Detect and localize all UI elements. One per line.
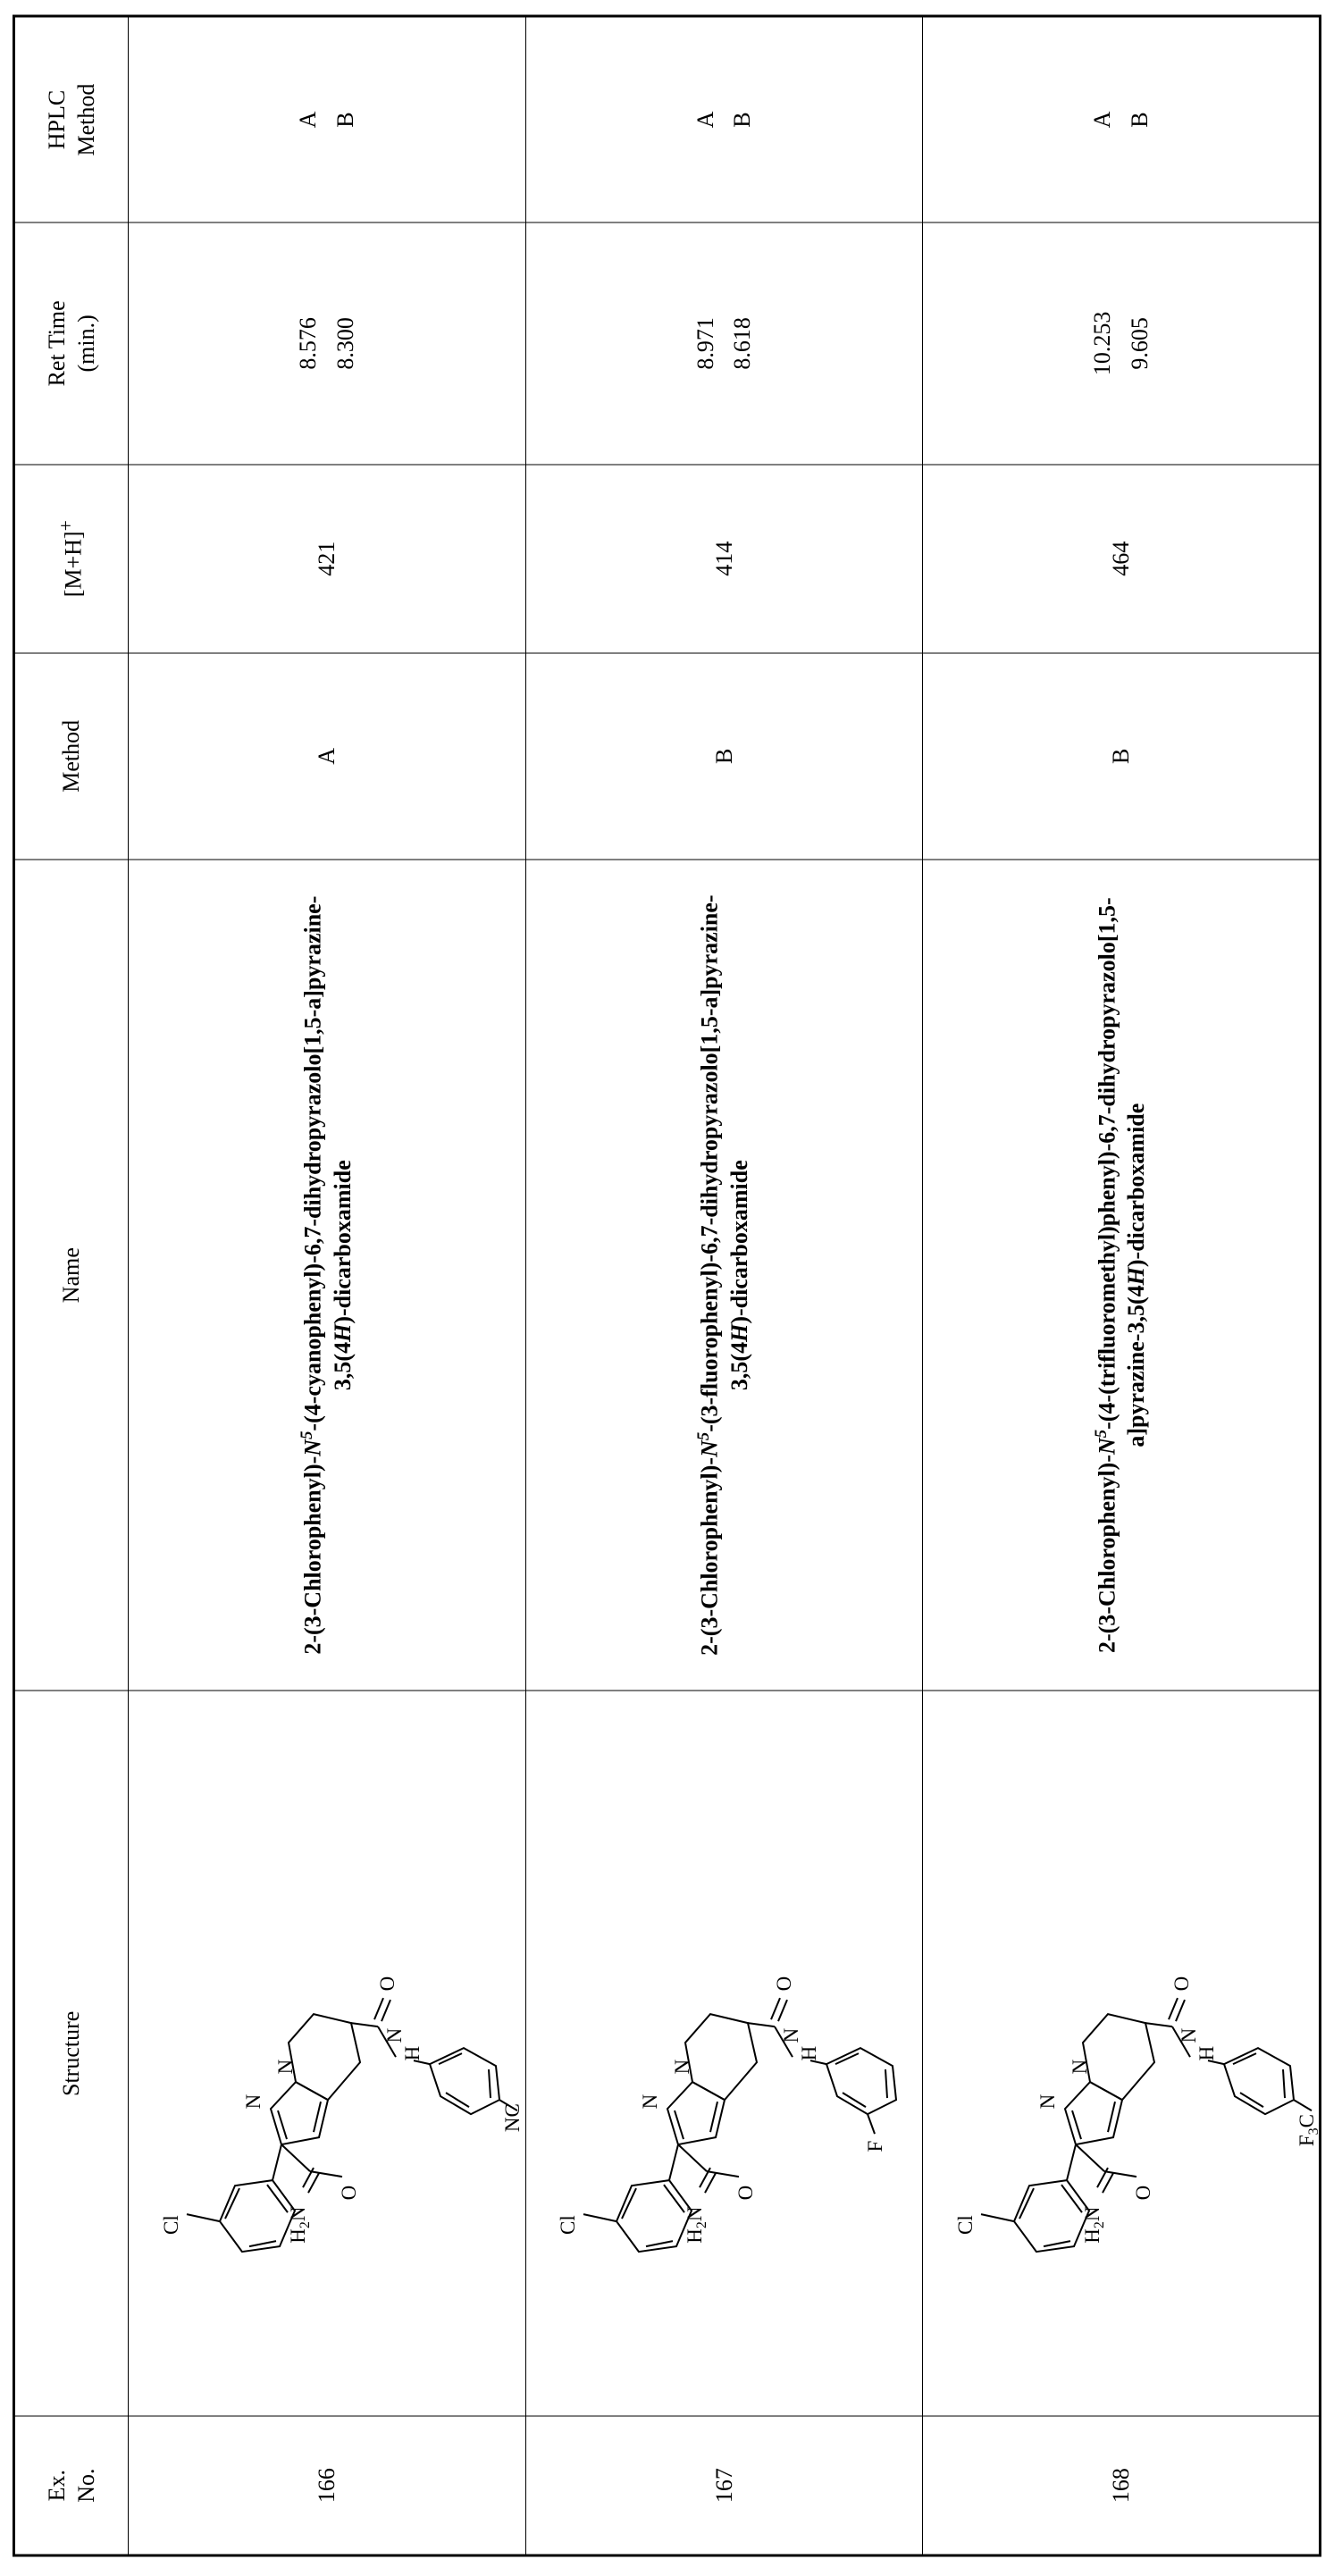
- hplc-method-value: A: [692, 111, 718, 128]
- header-ret-line2: (min.): [73, 314, 99, 372]
- label-n-pyrazole-2: N: [1068, 2059, 1091, 2075]
- name-italic-h: H: [1123, 1266, 1150, 1285]
- cell-name: [129, 859, 526, 1691]
- name-part-3: )-dicarboxamide: [329, 1159, 356, 1324]
- cell-method: A: [129, 652, 526, 859]
- name-part-3: )-dicarboxamide: [1123, 1103, 1150, 1267]
- header-row: [14, 16, 129, 2555]
- label-h-urea: H: [400, 2045, 424, 2061]
- header-mh-sup: +: [55, 519, 78, 531]
- name-italic-h: H: [726, 1323, 753, 1342]
- cell-ex-no: 168: [923, 2416, 1321, 2555]
- label-h2n: $H_2N$: [684, 2206, 710, 2244]
- label-cl: Cl: [159, 2214, 182, 2235]
- hplc-method-value: B: [729, 111, 756, 128]
- table-header: [14, 16, 129, 2555]
- name-part-1: 2-(3-Chlorophenyl)-: [299, 1456, 326, 1655]
- cell-name: [525, 859, 923, 1691]
- cell-mh: 464: [923, 464, 1321, 652]
- label-n-urea: N: [780, 2027, 803, 2043]
- cell-ret-time: [129, 222, 526, 465]
- hplc-method-value: B: [1126, 111, 1153, 128]
- ret-time-value: 9.605: [1126, 316, 1153, 370]
- label-o-urea: O: [773, 1976, 796, 1992]
- chemical-structure-diagram: [135, 1696, 524, 2410]
- hplc-method-value: A: [295, 111, 322, 128]
- table-row: [923, 16, 1321, 2555]
- name-part-2: -(3-fluorophenyl)-6,7-dihydropyrazolo[1,5-a]pyrazine-3,5(4: [697, 894, 753, 1432]
- label-h-urea: H: [1195, 2045, 1218, 2061]
- header-mh-base: [M+H]: [60, 530, 87, 597]
- label-o-amide: O: [337, 2185, 360, 2201]
- cell-ret-time: [525, 222, 923, 465]
- header-name: Name: [14, 859, 129, 1691]
- label-o-amide: O: [734, 2185, 758, 2201]
- cell-ex-no: 167: [525, 2416, 923, 2555]
- header-structure: Structure: [14, 1691, 129, 2416]
- label-n-pyrazole-2: N: [273, 2059, 297, 2075]
- header-ret-line1: Ret Time: [43, 299, 70, 386]
- label-cl: Cl: [953, 2214, 977, 2235]
- cell-ex-no: 166: [129, 2416, 526, 2555]
- ret-time-value: 8.576: [295, 316, 322, 370]
- header-ex-no: [14, 2416, 129, 2555]
- label-substituent: $F_3C$: [1295, 2113, 1321, 2146]
- cell-mh: 421: [129, 464, 526, 652]
- name-part-2: -(4-cyanophenyl)-6,7-dihydropyrazolo[1,5-a]pyrazine-3,5(4: [299, 895, 356, 1431]
- cell-hplc-method: [129, 16, 526, 222]
- name-superscript-5: 5: [694, 1431, 714, 1440]
- label-n-urea: N: [382, 2027, 406, 2043]
- label-n-urea: N: [1177, 2027, 1200, 2043]
- label-h2n: $H_2N$: [286, 2206, 313, 2244]
- cell-mh: 414: [525, 464, 923, 652]
- header-ex-no-line2: No.: [73, 2467, 99, 2503]
- cell-structure: [129, 1691, 526, 2416]
- cell-hplc-method: [923, 16, 1321, 222]
- label-n-pyrazole-1: N: [639, 2094, 662, 2110]
- name-italic-n: N: [299, 1439, 326, 1456]
- hplc-method-value: B: [331, 111, 358, 128]
- cell-ret-time: [923, 222, 1321, 465]
- name-italic-n: N: [1094, 1437, 1120, 1455]
- cell-method: B: [525, 652, 923, 859]
- name-part-3: )-dicarboxamide: [726, 1159, 753, 1324]
- label-h-urea: H: [798, 2045, 821, 2061]
- cell-name: [923, 859, 1321, 1691]
- table-body: [129, 16, 1321, 2555]
- name-italic-h: H: [329, 1323, 356, 1342]
- ret-time-value: 8.618: [729, 316, 756, 370]
- name-part-1: 2-(3-Chlorophenyl)-: [1094, 1454, 1120, 1653]
- hplc-method-value: A: [1089, 111, 1116, 128]
- label-o-urea: O: [1170, 1976, 1193, 1992]
- name-part-2: -(4-(trifluoromethyl)phenyl)-6,7-dihydropyrazolo[1,5-a]pyrazine-3,5(4: [1094, 896, 1150, 1447]
- ret-time-value: 8.300: [331, 316, 358, 370]
- name-superscript-5: 5: [1091, 1429, 1111, 1438]
- label-h2n: $H_2N$: [1080, 2206, 1107, 2244]
- header-method: Method: [14, 652, 129, 859]
- name-italic-n: N: [697, 1439, 724, 1457]
- chemical-structure-diagram: [532, 1696, 916, 2410]
- cell-hplc-method: [525, 16, 923, 222]
- header-hplc-line2: Method: [73, 83, 99, 155]
- label-o-amide: O: [1131, 2185, 1154, 2201]
- name-part-1: 2-(3-Chlorophenyl)-: [697, 1456, 724, 1656]
- header-ex-no-line1: Ex.: [43, 2469, 70, 2501]
- label-substituent: F: [864, 2140, 887, 2152]
- table-row: [129, 16, 526, 2555]
- label-cl: Cl: [557, 2214, 580, 2235]
- header-mh: [14, 464, 129, 652]
- label-substituent: NC: [500, 2102, 524, 2132]
- header-hplc-line1: HPLC: [43, 89, 70, 149]
- header-ret-time: [14, 222, 129, 465]
- cell-structure: [923, 1691, 1321, 2416]
- cell-structure: [525, 1691, 923, 2416]
- table-row: [525, 16, 923, 2555]
- compound-table: [13, 14, 1321, 2556]
- cell-method: B: [923, 652, 1321, 859]
- chemical-structure-diagram: [929, 1696, 1321, 2410]
- name-superscript-5: 5: [297, 1431, 316, 1439]
- header-hplc-method: [14, 16, 129, 222]
- label-n-pyrazole-1: N: [1036, 2094, 1059, 2110]
- label-o-urea: O: [375, 1976, 398, 1992]
- ret-time-value: 10.253: [1089, 311, 1116, 375]
- ret-time-value: 8.971: [692, 316, 718, 370]
- label-n-pyrazole-2: N: [671, 2059, 694, 2075]
- label-n-pyrazole-1: N: [241, 2094, 264, 2110]
